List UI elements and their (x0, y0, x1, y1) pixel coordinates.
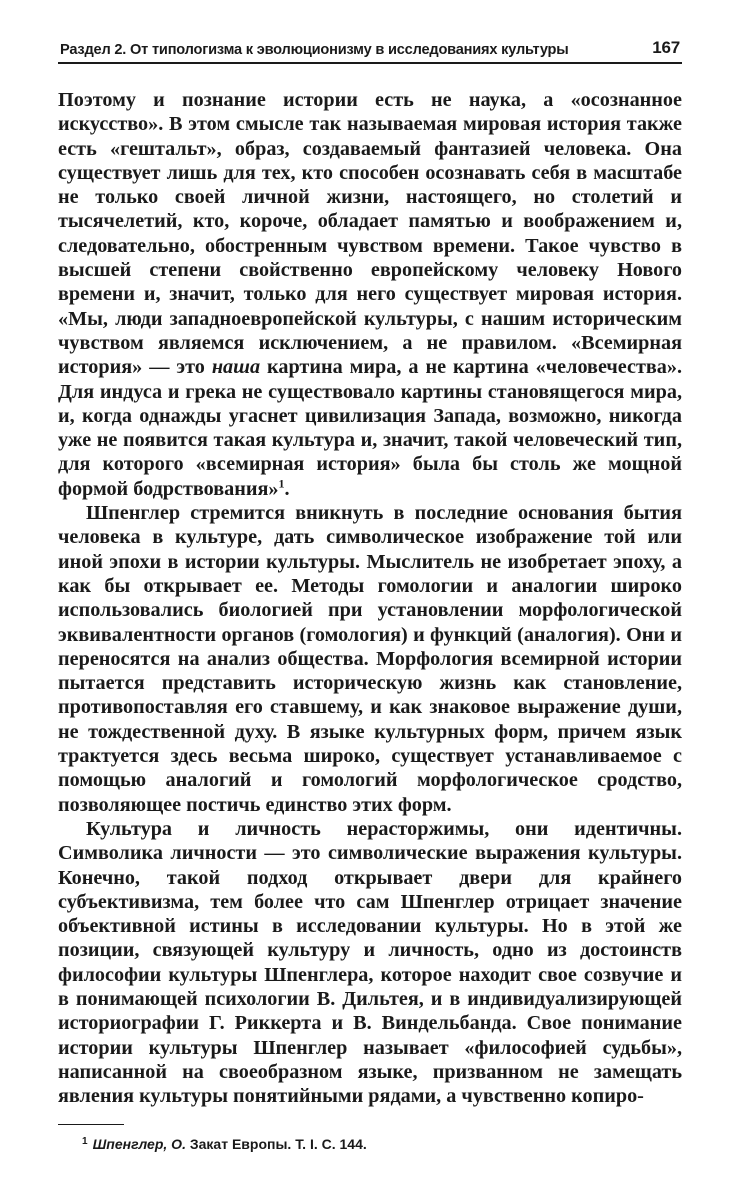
footnote (58, 1135, 682, 1153)
paragraph-1-end: . (284, 477, 290, 500)
book-page (58, 38, 682, 1153)
footnote-author: Шпенглер, О. (92, 1136, 186, 1153)
paragraph-3: Культура и личность нерасторжимы, они идентичны. Символика личности — это символические выражения культуры. Конечно, такой подход открывает двери для крайнего субъективизма, тем более что сам Шпенглер отрицает значение объективной истины в исследовании культуры. Но в этой же позиции, связующей культуру и личность, одно из достоинств философии культуры Шпенглера, которое находит свое созвучие и в понимающей психологии В. Дильтея, и в индивидуализирующей историографии Г. Риккерта и В. Виндельбанда. Свое понимание истории культуры Шпенглер называет «философией судьбы», написанной на своеобразном языке, призванном не замещать явления культуры понятийными рядами, а чувственно копиро- (58, 817, 682, 1108)
body-text (58, 88, 682, 1108)
footnote-text: Закат Европы. Т. I. С. 144. (189, 1136, 367, 1153)
paragraph-1-emphasis: наша (211, 356, 261, 379)
paragraph-1-lead: Поэтому и познание истории есть не наука, а «осознанное искусство». (58, 89, 682, 136)
paragraph-1 (58, 88, 682, 501)
running-header-title: Раздел 2. От типологизма к эволюционизму в исследованиях культуры (60, 42, 569, 58)
paragraph-1-text-a: В этом смысле так называемая мировая история также есть «гештальт», образ, создаваемый фантазией человека. Она существует лишь для тех, кто способен осознавать себя в масштабе не только своей личной жизни, настоящего, но столетий и тысячелетий, кто, короче, обладает памятью и воображением и, следовательно, обостренным чувством времени. Такое чувство в высшей степени свойственно европейскому человеку Нового времени и, значит, только для него существует мировая история. «Мы, люди западноевропейской культуры, с нашим историческим чувством являемся исключением, а не правилом. «Всемирная история» — это (58, 113, 683, 379)
footnote-divider (58, 1124, 124, 1125)
paragraph-1-text-b: картина мира, а не картина «человечества». Для индуса и грека не существовало картины становящегося мира, и, когда однажды угаснет цивилизация Запада, возможно, никогда уже не появится такая культура и, значит, такой человеческий тип, для которого «всемирная история» была бы столь же мощной формой бодрствования» (58, 356, 683, 500)
page-number: 167 (652, 38, 680, 57)
paragraph-2: Шпенглер стремится вникнуть в последние основания бытия человека в культуре, дать символическое изображение той или иной эпохи в истории культуры. Мыслитель не изобретает эпоху, а как бы открывает ее. Методы гомологии и аналогии широко использовались биологией при установлении морфологической эквивалентности органов (гомология) и функций (аналогия). Они и переносятся на анализ общества. Морфология всемирной истории пытается представить историческую жизнь как становление, противопоставляя его ставшему, и как знаковое выражение души, не тождественной духу. В языке культурных форм, причем язык трактуется здесь весьма широко, существует устанавливаемое с помощью аналогий и гомологий морфологическое сродство, позволяющее постичь единство этих форм. (58, 502, 682, 816)
footnote-mark: 1 (82, 1135, 88, 1147)
footnote-reference: 1 (278, 476, 285, 491)
running-header (58, 38, 682, 64)
